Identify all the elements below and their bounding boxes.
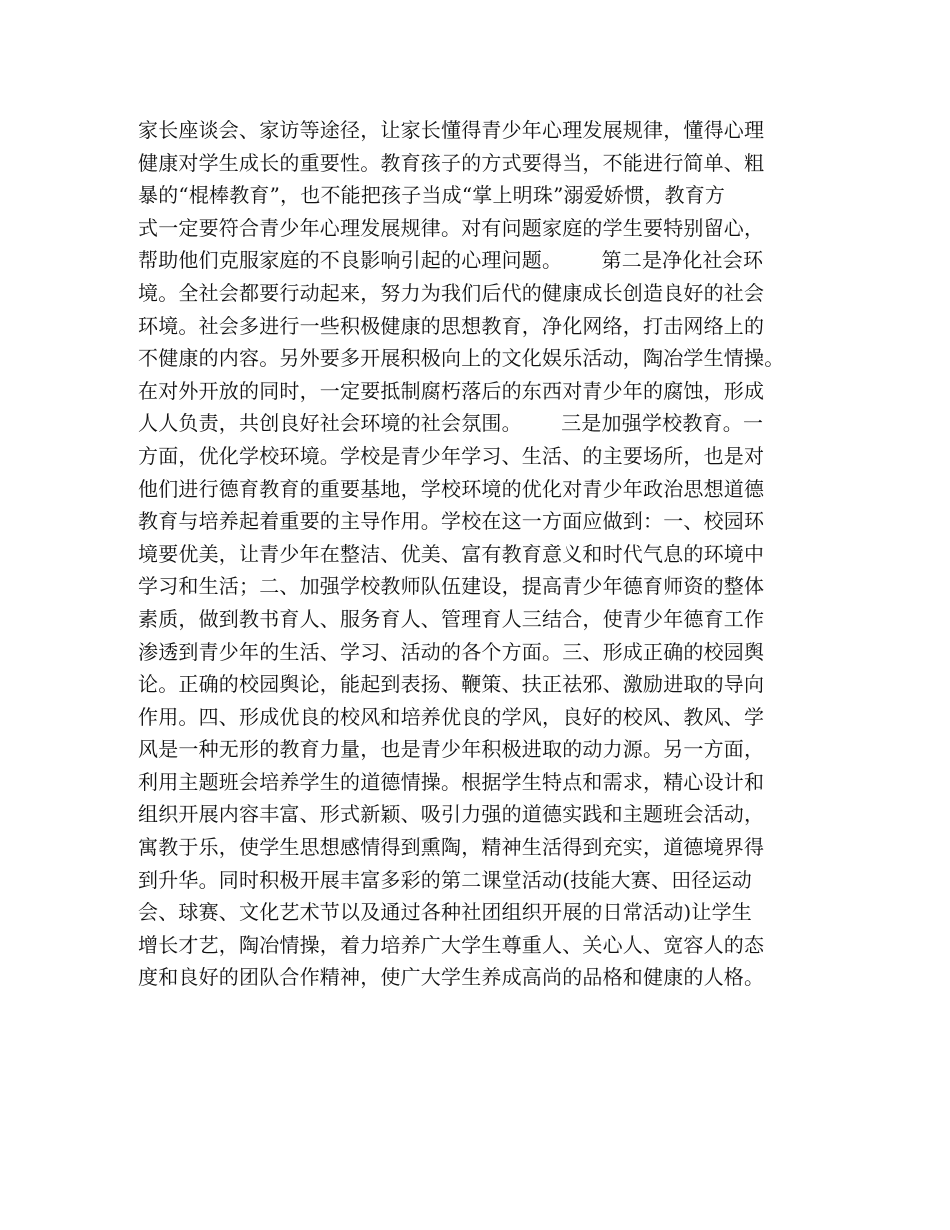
text-line: 组织开展内容丰富、形式新颖、吸引力强的道德实践和主题班会活动，: [138, 802, 765, 827]
text-line: 作用。四、形成优良的校风和培养优良的学风，良好的校风、教风、学: [138, 704, 765, 729]
text-line: 到升华。同时积极开展丰富多彩的第二课堂活动(技能大赛、田径运动: [138, 867, 753, 892]
text-line: 寓教于乐，使学生思想感情得到熏陶，精神生活得到充实，道德境界得: [138, 835, 765, 860]
text-line: 素质，做到教书育人、服务育人、管理育人三结合，使青少年德育工作: [138, 606, 765, 631]
body-text: [138, 114, 828, 994]
text-line: 在对外开放的同时，一定要抵制腐朽落后的东西对青少年的腐蚀，形成: [138, 378, 765, 403]
text-line: 人人负责，共创良好社会环境的社会氛围。 三是加强学校教育。一: [138, 411, 764, 436]
text-line: 健康对学生成长的重要性。教育孩子的方式要得当，不能进行简单、粗: [138, 150, 765, 175]
text-line: 方面，优化学校环境。学校是青少年学习、生活、的主要场所，也是对: [138, 443, 765, 468]
text-line: 学习和生活；二、加强学校教师队伍建设，提高青少年德育师资的整体: [138, 574, 765, 599]
text-line: 渗透到青少年的生活、学习、活动的各个方面。三、形成正确的校园舆: [138, 639, 765, 664]
text-line: 式一定要符合青少年心理发展规律。对有问题家庭的学生要特别留心，: [138, 215, 765, 240]
text-line: 教育与培养起着重要的主导作用。学校在这一方面应做到：一、校园环: [138, 509, 765, 534]
text-line: 境。全社会都要行动起来，努力为我们后代的健康成长创造良好的社会: [138, 280, 765, 305]
text-line: 境要优美，让青少年在整洁、优美、富有教育意义和时代气息的环境中: [138, 541, 765, 566]
text-line: 暴的“棍棒教育”，也不能把孩子当成“掌上明珠”溺爱娇惯，教育方: [138, 183, 726, 208]
text-line: 环境。社会多进行一些积极健康的思想教育，净化网络，打击网络上的: [138, 313, 765, 338]
text-line: 帮助他们克服家庭的不良影响引起的心理问题。 第二是净化社会环: [138, 248, 764, 273]
text-line: 增长才艺，陶冶情操，着力培养广大学生尊重人、关心人、宽容人的态: [138, 932, 765, 957]
text-line: 会、球赛、文化艺术节以及通过各种社团组织开展的日常活动)让学生: [138, 900, 753, 925]
text-line: 利用主题班会培养学生的道德情操。根据学生特点和需求，精心设计和: [138, 769, 765, 794]
text-line: 他们进行德育教育的重要基地，学校环境的优化对青少年政治思想道德: [138, 476, 765, 501]
text-line: 度和良好的团队合作精神，使广大学生养成高尚的品格和健康的人格。: [138, 965, 765, 990]
text-line: 不健康的内容。另外要多开展积极向上的文化娱乐活动，陶冶学生情操。: [138, 346, 785, 371]
text-line: 论。正确的校园舆论，能起到表扬、鞭策、扶正祛邪、激励进取的导向: [138, 672, 765, 697]
text-line: 家长座谈会、家访等途径，让家长懂得青少年心理发展规律，懂得心理: [138, 118, 765, 142]
text-line: 风是一种无形的教育力量，也是青少年积极进取的动力源。另一方面，: [138, 737, 765, 762]
